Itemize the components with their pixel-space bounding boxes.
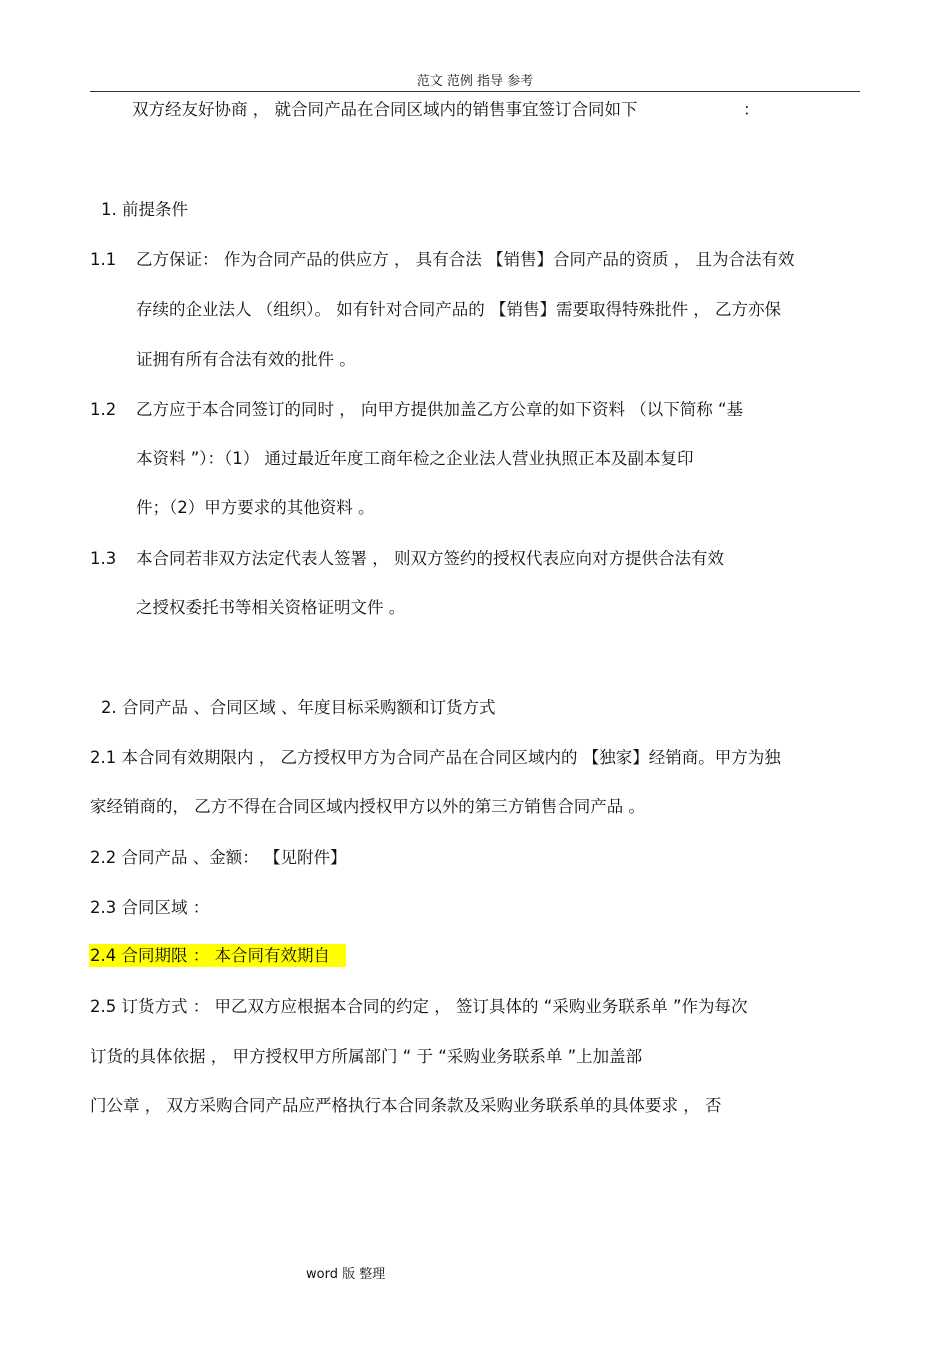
page-header: 范文 范例 指导 参考 xyxy=(416,74,534,89)
clause-1-1-line: 证拥有所有合法有效的批件 。 xyxy=(136,350,356,369)
clause-1-3-number: 1.3 xyxy=(90,549,117,568)
clause-1-2-line: 乙方应于本合同签订的同时 ， 向甲方提供加盖乙方公章的如下资料 （以下简称 “基 xyxy=(136,400,744,419)
clause-2-1-line: 2.1 本合同有效期限内 ， 乙方授权甲方为合同产品在合同区域内的 【独家】经销商。甲方为独 xyxy=(90,748,781,767)
clause-2-1-line: 家经销商的， 乙方不得在合同区域内授权甲方以外的第三方销售合同产品 。 xyxy=(90,797,645,816)
header-rule xyxy=(90,91,860,92)
section-2-title: 2. 合同产品 、合同区域 、年度目标采购额和订货方式 xyxy=(101,698,496,717)
clause-1-1-number: 1.1 xyxy=(90,250,117,269)
clause-2-4-highlight xyxy=(89,946,346,966)
section-1-title: 1. 前提条件 xyxy=(101,200,188,219)
clause-2-5-line: 2.5 订货方式 ： 甲乙双方应根据本合同的约定 ， 签订具体的 “采购业务联系单 ”作为每次 xyxy=(90,997,748,1016)
intro-colon: ： xyxy=(743,100,760,119)
clause-1-3-line: 之授权委托书等相关资格证明文件 。 xyxy=(136,598,406,617)
clause-1-2-line: 本资料 ”）：（1） 通过最近年度工商年检之企业法人营业执照正本及副本复印 xyxy=(136,449,694,468)
page-footer: word 版 整理 xyxy=(306,1267,386,1282)
clause-1-1-line: 存续的企业法人 （组织）。 如有针对合同产品的 【销售】需要取得特殊批件 ， 乙方亦保 xyxy=(136,300,781,319)
clause-1-1-line: 乙方保证： 作为合同产品的供应方 ， 具有合法 【销售】合同产品的资质 ， 且为合法有效 xyxy=(136,250,795,269)
clause-1-2-line: 件；（2）甲方要求的其他资料 。 xyxy=(136,498,375,517)
intro-text: 双方经友好协商 ， 就合同产品在合同区域内的销售事宜签订合同如下 xyxy=(132,100,638,119)
clause-1-2-number: 1.2 xyxy=(90,400,117,419)
clause-2-3: 2.3 合同区域 ： xyxy=(90,898,210,917)
clause-2-4: 2.4 合同期限 ： 本合同有效期自 xyxy=(89,944,346,967)
clause-1-3-line: 本合同若非双方法定代表人签署 ， 则双方签约的授权代表应向对方提供合法有效 xyxy=(136,549,724,568)
clause-2-5-line: 订货的具体依据 ， 甲方授权甲方所属部门 “ 于 “采购业务联系单 ”上加盖部 xyxy=(90,1047,643,1066)
clause-2-2: 2.2 合同产品 、金额： 【见附件】 xyxy=(90,848,347,867)
clause-2-5-line: 门公章 ， 双方采购合同产品应严格执行本合同条款及采购业务联系单的具体要求 ， 否 xyxy=(90,1096,722,1115)
